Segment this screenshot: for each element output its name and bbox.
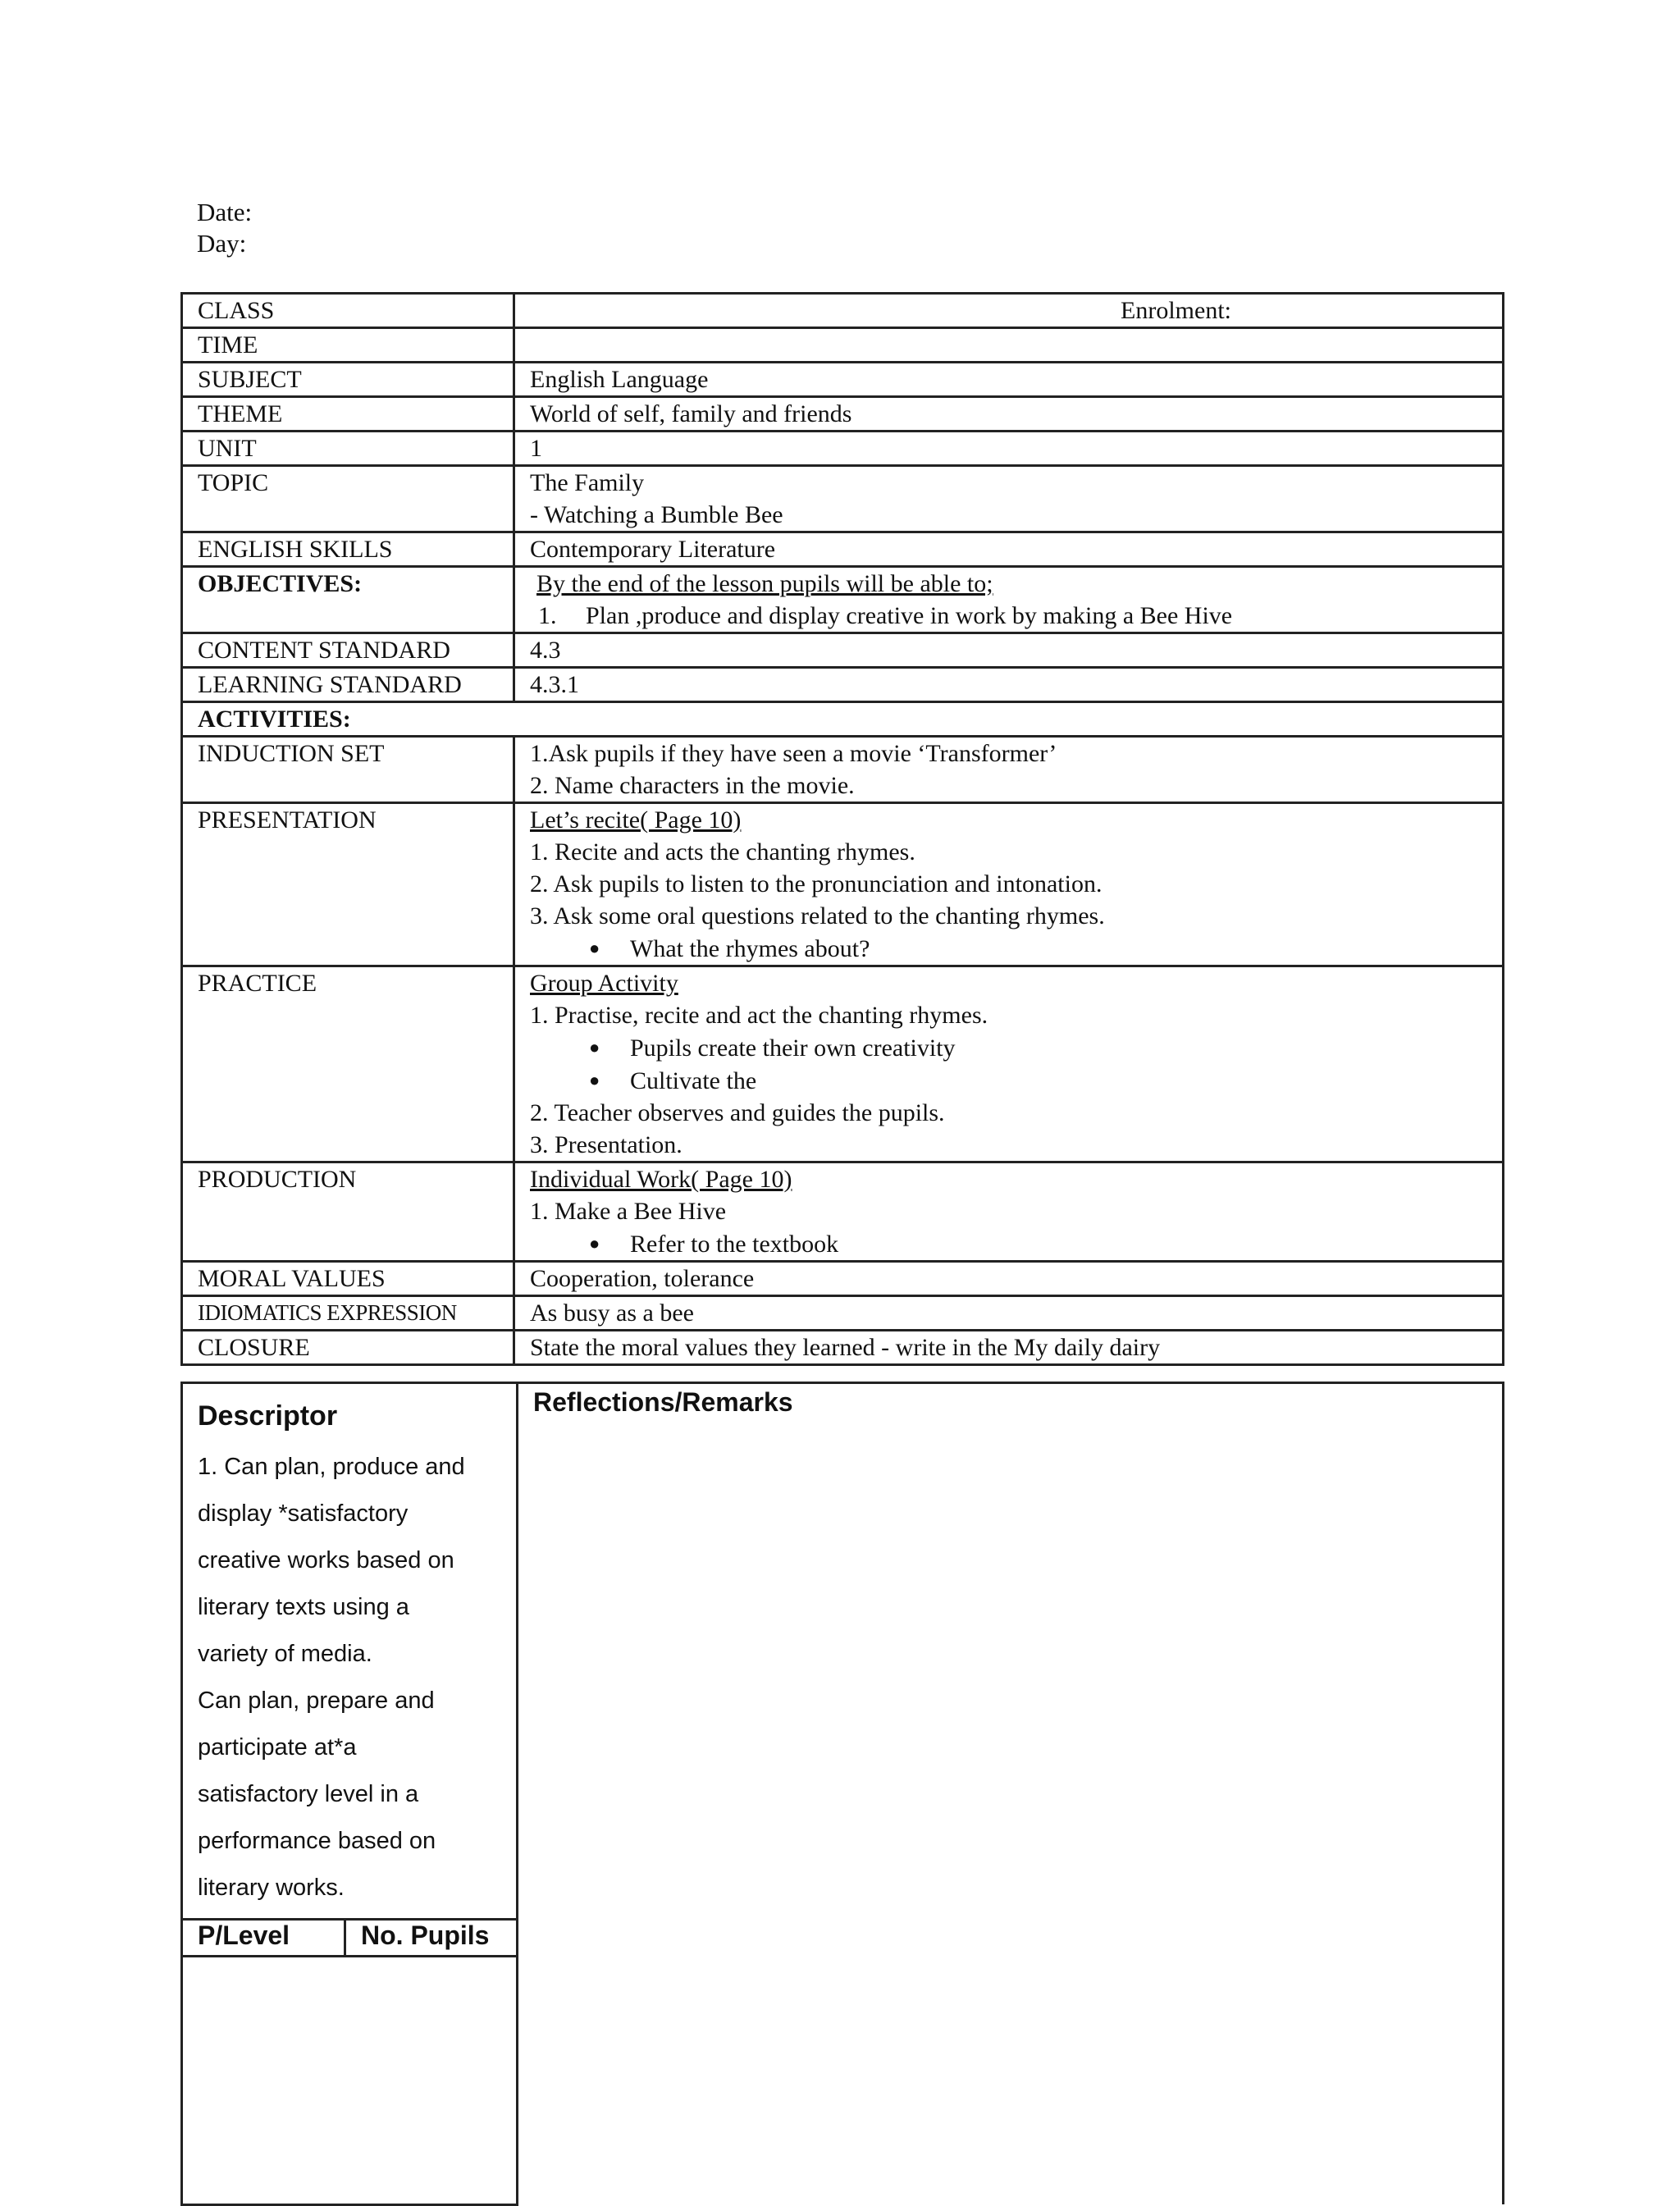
bullet-icon: ●: [589, 938, 600, 958]
bullet-icon: ●: [589, 1233, 600, 1254]
theme-label: THEME: [182, 397, 514, 432]
subject-value: English Language: [514, 363, 1504, 397]
closure-label: CLOSURE: [182, 1331, 514, 1365]
presentation-value: [514, 803, 1504, 966]
activities-label: ACTIVITIES:: [182, 702, 1504, 737]
descriptor-table: [180, 1382, 1504, 2206]
practice-line: 2. Teacher observes and guides the pupils.: [530, 1099, 945, 1126]
row-activities: [182, 702, 1504, 737]
topic-line: - Watching a Bumble Bee: [530, 501, 783, 528]
descriptor-line: display *satisfactory: [198, 1500, 409, 1527]
production-heading: Individual Work( Page 10): [530, 1166, 792, 1193]
practice-label: PRACTICE: [182, 966, 514, 1162]
level-header: P/Level: [183, 1920, 345, 1957]
descriptor-body: [198, 1444, 508, 1911]
level-table: [183, 1918, 516, 1957]
row-practice: [182, 966, 1504, 1162]
objectives-intro: By the end of the lesson pupils will be able to;: [536, 570, 993, 597]
moral-values-value: Cooperation, tolerance: [514, 1262, 1504, 1296]
learning-standard-label: LEARNING STANDARD: [182, 668, 514, 702]
row-theme: [182, 397, 1504, 432]
row-unit: [182, 432, 1504, 466]
descriptor-line: creative works based on: [198, 1547, 454, 1573]
objectives-label: OBJECTIVES:: [182, 567, 514, 633]
bullet-icon: ●: [589, 1070, 600, 1090]
reflections-title: Reflections/Remarks: [533, 1387, 793, 1417]
unit-value: 1: [514, 432, 1504, 466]
theme-value: World of self, family and friends: [514, 397, 1504, 432]
row-moral-values: [182, 1262, 1504, 1296]
row-time: [182, 328, 1504, 363]
objectives-value: [514, 567, 1504, 633]
practice-line: 3. Presentation.: [530, 1131, 682, 1158]
bullet-text: Refer to the textbook: [630, 1231, 839, 1258]
descriptor-line: variety of media.: [198, 1641, 372, 1667]
row-presentation: [182, 803, 1504, 966]
row-skills: [182, 532, 1504, 567]
row-closure: [182, 1331, 1504, 1365]
bullet-text: Pupils create their own creativity: [630, 1034, 956, 1062]
bullet-icon: ●: [589, 1037, 600, 1057]
class-label: CLASS: [182, 294, 514, 328]
pupils-header: No. Pupils: [345, 1920, 517, 1957]
row-subject: [182, 363, 1504, 397]
practice-value: [514, 966, 1504, 1162]
descriptor-line: Can plan, prepare and: [198, 1688, 435, 1714]
descriptor-line: participate at*a: [198, 1734, 357, 1761]
objective-number: 1.: [538, 602, 557, 629]
moral-values-label: MORAL VALUES: [182, 1262, 514, 1296]
row-idioms: [182, 1296, 1504, 1331]
reflections-cell: [518, 1383, 1504, 2205]
practice-line: 1. Practise, recite and act the chanting rhymes.: [530, 1002, 988, 1029]
row-topic: [182, 466, 1504, 532]
time-value: [514, 328, 1504, 363]
descriptor-line: literary works.: [198, 1875, 345, 1901]
presentation-line: 1. Recite and acts the chanting rhymes.: [530, 838, 915, 866]
row-class: [182, 294, 1504, 328]
presentation-line: 3. Ask some oral questions related to the chanting rhymes.: [530, 902, 1105, 929]
idioms-value: As busy as a bee: [514, 1296, 1504, 1331]
time-label: TIME: [182, 328, 514, 363]
skills-label: ENGLISH SKILLS: [182, 532, 514, 567]
presentation-line: 2. Ask pupils to listen to the pronunciation and intonation.: [530, 870, 1102, 897]
objective-text: Plan ,produce and display creative in work by making a Bee Hive: [586, 602, 1233, 629]
descriptor-line: performance based on: [198, 1828, 436, 1854]
skills-value: Contemporary Literature: [514, 532, 1504, 567]
production-bullet: [530, 1227, 1502, 1260]
production-line: 1. Make a Bee Hive: [530, 1198, 727, 1225]
practice-bullet: [530, 1064, 1502, 1097]
row-learning-standard: [182, 668, 1504, 702]
row-objectives: [182, 567, 1504, 633]
idioms-label: IDIOMATICS EXPRESSION: [182, 1296, 514, 1331]
unit-label: UNIT: [182, 432, 514, 466]
lesson-plan-table: [180, 292, 1504, 1366]
subject-label: SUBJECT: [182, 363, 514, 397]
production-value: [514, 1162, 1504, 1262]
induction-line: 1.Ask pupils if they have seen a movie ‘Transformer’: [530, 740, 1057, 767]
topic-value: [514, 466, 1504, 532]
row-induction: [182, 737, 1504, 803]
production-label: PRODUCTION: [182, 1162, 514, 1262]
descriptor-cell: [182, 1383, 518, 2205]
descriptor-line: 1. Can plan, produce and: [198, 1454, 465, 1480]
topic-label: TOPIC: [182, 466, 514, 532]
presentation-heading: Let’s recite( Page 10): [530, 806, 742, 834]
induction-value: [514, 737, 1504, 803]
descriptor-title: Descriptor: [198, 1400, 338, 1432]
practice-heading: Group Activity: [530, 970, 678, 997]
induction-label: INDUCTION SET: [182, 737, 514, 803]
practice-bullet: [530, 1031, 1502, 1064]
objective-item: [530, 600, 1502, 632]
row-content-standard: [182, 633, 1504, 668]
presentation-label: PRESENTATION: [182, 803, 514, 966]
descriptor-line: literary texts using a: [198, 1594, 409, 1620]
bullet-text: Cultivate the: [630, 1067, 757, 1094]
row-production: [182, 1162, 1504, 1262]
content-standard-value: 4.3: [514, 633, 1504, 668]
date-label: Date:: [197, 198, 253, 226]
presentation-bullet: [530, 932, 1502, 965]
enrolment-label: Enrolment:: [514, 294, 1504, 328]
descriptor-line: satisfactory level in a: [198, 1781, 419, 1807]
topic-line: The Family: [530, 469, 645, 496]
induction-line: 2. Name characters in the movie.: [530, 772, 855, 799]
closure-value: State the moral values they learned - write in the My daily dairy: [514, 1331, 1504, 1365]
learning-standard-value: 4.3.1: [514, 668, 1504, 702]
bullet-text: What the rhymes about?: [630, 935, 870, 962]
day-label: Day:: [197, 229, 247, 258]
content-standard-label: CONTENT STANDARD: [182, 633, 514, 668]
